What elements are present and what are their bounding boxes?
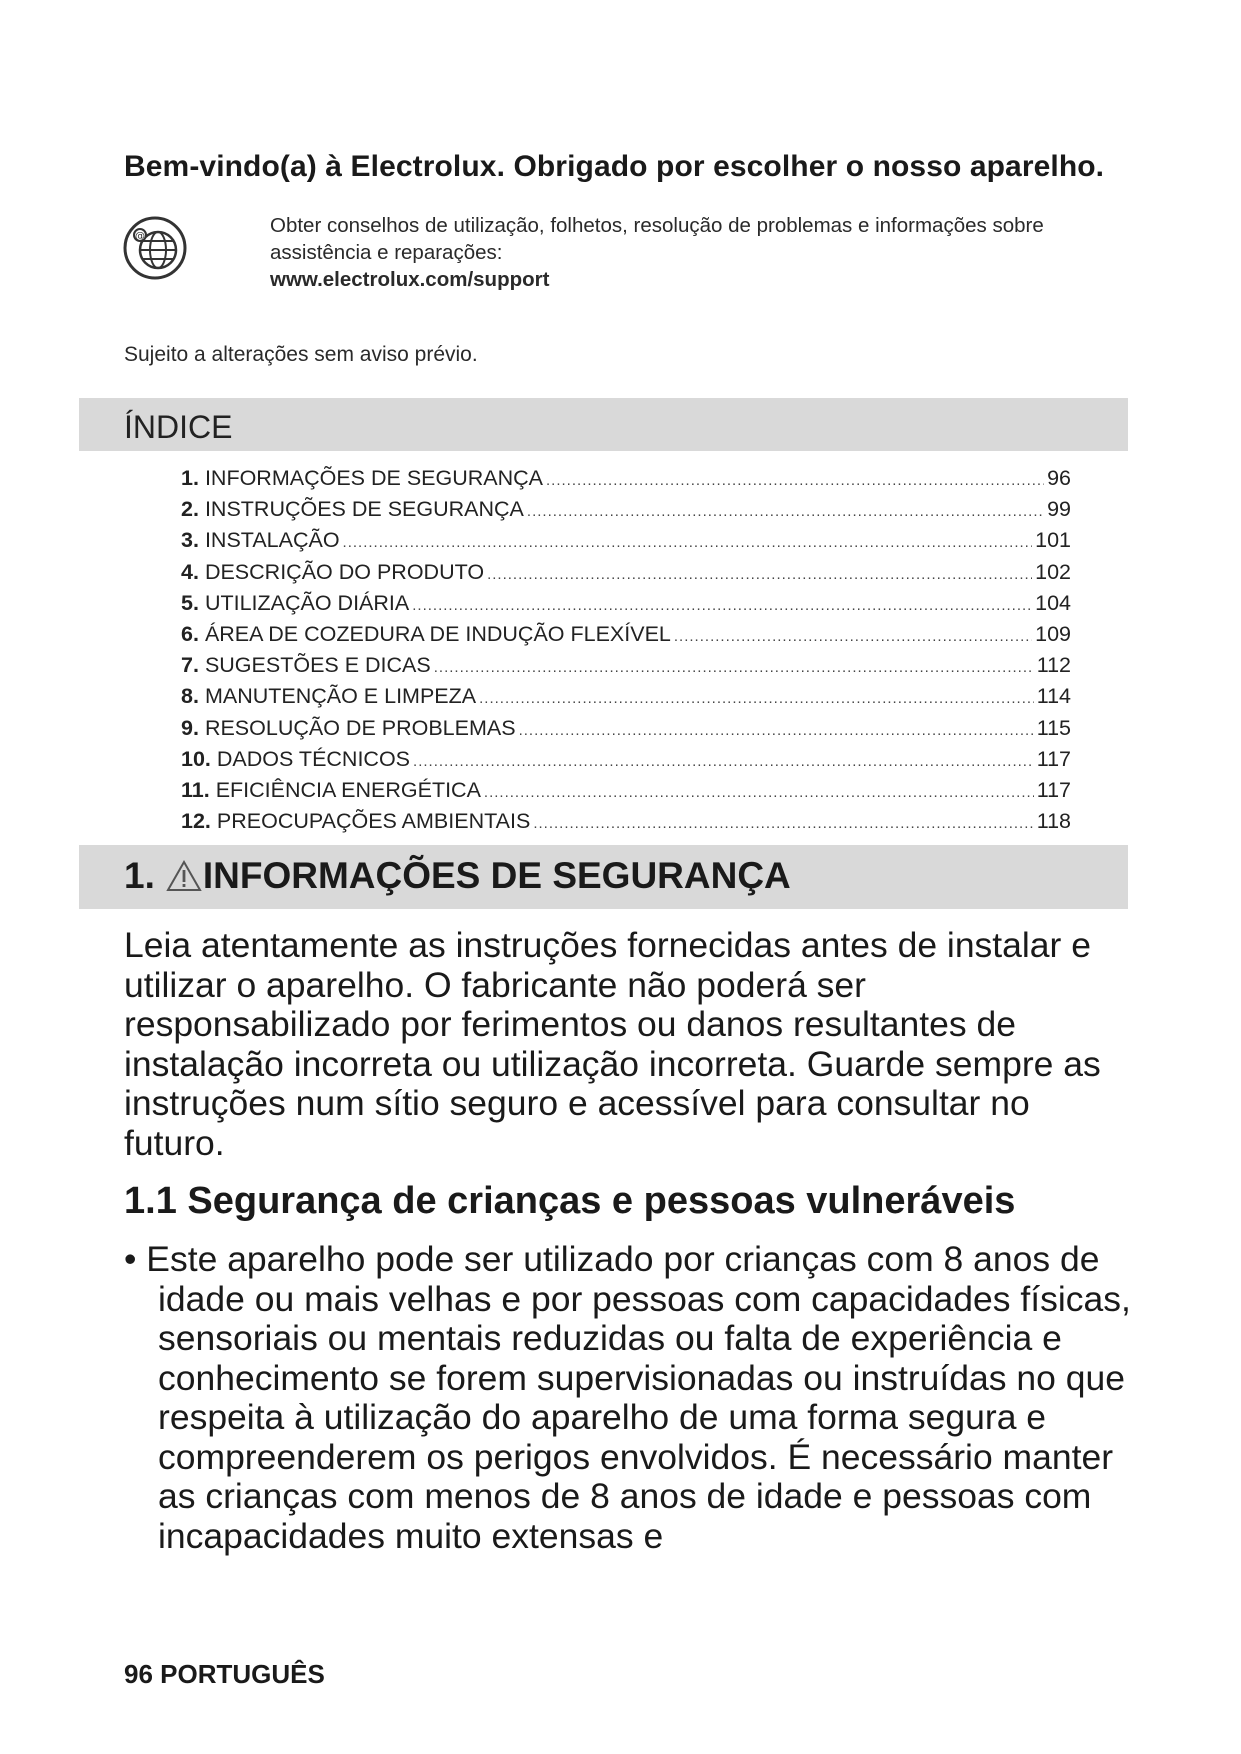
toc-item-page: 112 bbox=[1036, 653, 1071, 678]
toc-header-bar bbox=[79, 398, 1128, 451]
toc-item[interactable] bbox=[181, 589, 1071, 620]
toc-dot-leader bbox=[527, 498, 1044, 526]
toc-item-page: 102 bbox=[1035, 559, 1071, 584]
toc-dot-leader bbox=[412, 592, 1032, 620]
toc-item[interactable] bbox=[181, 620, 1071, 651]
toc-dot-leader bbox=[413, 748, 1034, 776]
page-footer: 96 PORTUGUÊS bbox=[124, 1659, 325, 1689]
toc-dot-leader bbox=[484, 779, 1034, 807]
toc-item[interactable] bbox=[181, 464, 1071, 495]
toc-item-page: 118 bbox=[1036, 809, 1071, 834]
toc-item-number: 7. bbox=[181, 653, 199, 678]
toc-item[interactable] bbox=[181, 495, 1071, 526]
section-1-number: 1. bbox=[124, 855, 155, 896]
section-1-header-bar bbox=[79, 845, 1128, 909]
section-1-heading: INFORMAÇÕES DE SEGURANÇA bbox=[202, 855, 791, 896]
toc-item[interactable] bbox=[181, 714, 1071, 745]
toc-item-page: 117 bbox=[1036, 746, 1071, 771]
support-link[interactable]: www.electrolux.com/support bbox=[270, 268, 550, 291]
bullet-item: • Este aparelho pode ser utilizado por crianças com 8 anos de idade ou mais velhas e por pessoas com capacidades físicas, sensoriais ou mentais reduzidas ou falta de experiência e conhecimento se forem supervisionadas ou instruídas no que respeita à utilização do aparelho de uma forma segura e compreenderem os perigos envolvidos. É necessário manter as crianças com menos de 8 anos de idade e pessoas com incapacidades muito extensas e bbox=[124, 1239, 1131, 1556]
toc-item[interactable] bbox=[181, 776, 1071, 807]
toc-item-label: INSTALAÇÃO bbox=[204, 528, 340, 553]
toc-item-page: 104 bbox=[1035, 590, 1071, 615]
toc-dot-leader bbox=[546, 467, 1044, 495]
toc-item[interactable] bbox=[181, 807, 1071, 838]
toc-item-label: DESCRIÇÃO DO PRODUTO bbox=[204, 559, 485, 584]
toc-item-page: 96 bbox=[1047, 466, 1071, 490]
toc-item-page: 109 bbox=[1035, 622, 1071, 647]
toc-item-label: ÁREA DE COZEDURA DE INDUÇÃO FLEXÍVEL bbox=[204, 622, 671, 647]
toc-item-number: 2. bbox=[181, 497, 199, 522]
toc-item[interactable] bbox=[181, 526, 1071, 557]
toc-item[interactable] bbox=[181, 682, 1071, 713]
toc-item-page: 117 bbox=[1036, 778, 1071, 803]
section-1-intro: Leia atentamente as instruções fornecidas antes de instalar e utilizar o aparelho. O fabricante não poderá ser responsabilizado por ferimentos ou danos resultantes de instalação incorreta ou utilização incorreta. Guarde sempre as instruções num sítio seguro e acessível para consultar no futuro. bbox=[124, 925, 1101, 1163]
toc-item-page: 99 bbox=[1047, 497, 1071, 522]
toc-item-label: INSTRUÇÕES DE SEGURANÇA bbox=[204, 497, 524, 522]
toc-dot-leader bbox=[674, 623, 1032, 651]
toc-item-label: SUGESTÕES E DICAS bbox=[204, 653, 431, 678]
toc-item-number: 10. bbox=[181, 746, 211, 771]
toc-item-number: 11. bbox=[181, 778, 210, 803]
globe-support-icon bbox=[122, 215, 188, 281]
toc-item-number: 8. bbox=[181, 684, 199, 709]
toc-item[interactable] bbox=[181, 745, 1071, 776]
toc-title: ÍNDICE bbox=[124, 409, 233, 445]
toc-item-page: 101 bbox=[1035, 528, 1071, 553]
toc-item-number: 6. bbox=[181, 622, 199, 647]
toc-item-number: 4. bbox=[181, 559, 199, 584]
toc-dot-leader bbox=[479, 685, 1034, 713]
toc-dot-leader bbox=[533, 810, 1033, 838]
toc-item-label: INFORMAÇÕES DE SEGURANÇA bbox=[204, 466, 544, 490]
support-info bbox=[270, 212, 1130, 293]
toc-dot-leader bbox=[519, 717, 1034, 745]
toc-item-label: PREOCUPAÇÕES AMBIENTAIS bbox=[216, 809, 531, 834]
toc-item[interactable] bbox=[181, 558, 1071, 589]
toc-dot-leader bbox=[487, 561, 1032, 589]
toc-list bbox=[181, 464, 1071, 838]
toc-item[interactable] bbox=[181, 651, 1071, 682]
support-description: Obter conselhos de utilização, folhetos, resolução de problemas e informações sobre assistência e reparações: bbox=[270, 214, 1044, 264]
toc-item-label: UTILIZAÇÃO DIÁRIA bbox=[204, 590, 410, 615]
toc-item-number: 9. bbox=[181, 715, 199, 740]
subsection-1-1-title: 1.1 Segurança de crianças e pessoas vulneráveis bbox=[124, 1180, 1016, 1222]
change-notice: Sujeito a alterações sem aviso prévio. bbox=[124, 343, 478, 366]
welcome-heading: Bem-vindo(a) à Electrolux. Obrigado por escolher o nosso aparelho. bbox=[124, 150, 1105, 183]
toc-item-page: 114 bbox=[1036, 684, 1071, 709]
toc-item-page: 115 bbox=[1036, 715, 1071, 740]
section-1-title bbox=[124, 855, 791, 897]
svg-text:@: @ bbox=[135, 231, 145, 242]
toc-item-number: 12. bbox=[181, 809, 211, 834]
toc-dot-leader bbox=[343, 529, 1033, 557]
toc-item-label: RESOLUÇÃO DE PROBLEMAS bbox=[204, 715, 516, 740]
toc-item-label: EFICIÊNCIA ENERGÉTICA bbox=[215, 778, 481, 803]
toc-item-label: DADOS TÉCNICOS bbox=[216, 746, 411, 771]
toc-item-number: 1. bbox=[181, 466, 199, 490]
toc-dot-leader bbox=[434, 654, 1034, 682]
toc-item-number: 3. bbox=[181, 528, 199, 553]
warning-triangle-icon bbox=[165, 859, 203, 893]
toc-item-label: MANUTENÇÃO E LIMPEZA bbox=[204, 684, 477, 709]
toc-item-number: 5. bbox=[181, 590, 199, 615]
